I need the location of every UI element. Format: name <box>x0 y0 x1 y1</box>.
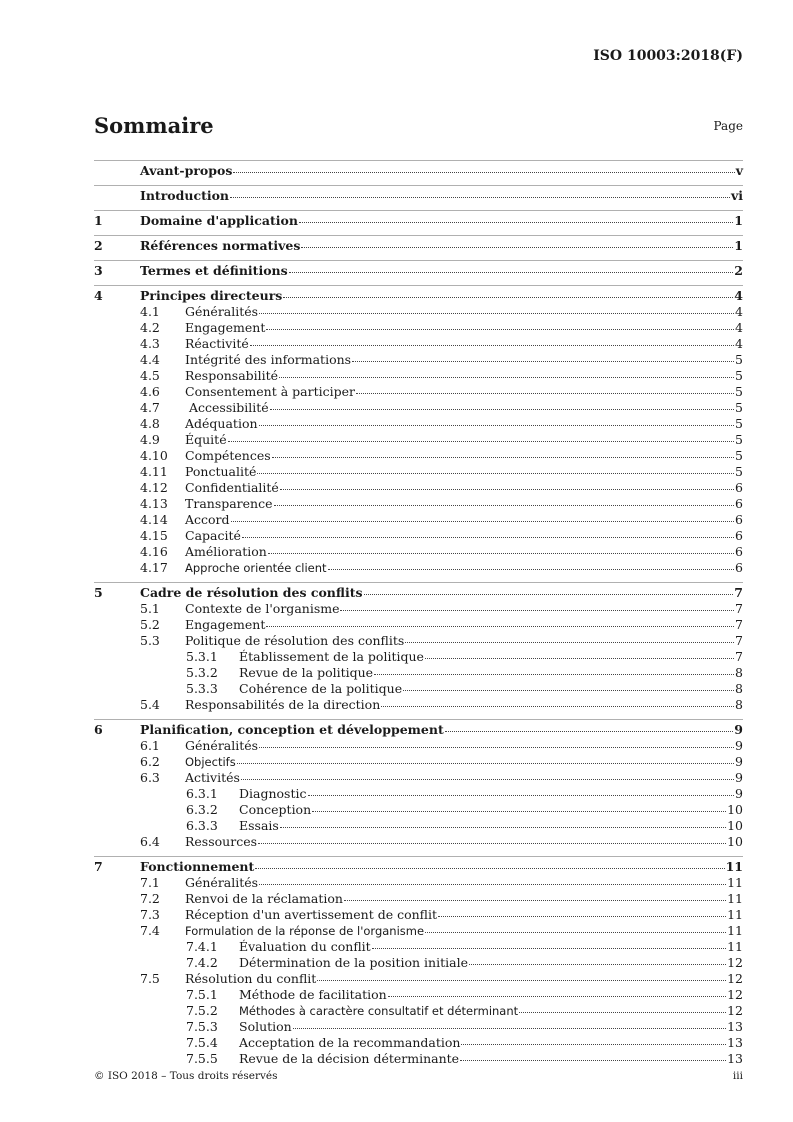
toc-dot-leader <box>259 313 734 314</box>
toc-entry[interactable] <box>94 802 743 818</box>
toc-entry-label: Généralités <box>185 304 259 319</box>
toc-entry[interactable] <box>94 987 743 1003</box>
toc-dot-leader <box>364 594 734 595</box>
toc-dot-leader <box>270 409 734 410</box>
toc-dot-leader <box>519 1012 726 1013</box>
toc-entry-page: 11 <box>727 875 743 890</box>
toc-entry-label: Méthodes à caractère consultatif et déterminant <box>239 1004 519 1018</box>
toc-entry[interactable] <box>94 1019 743 1035</box>
toc-dot-leader <box>266 626 734 627</box>
toc-entry-number: 4.14 <box>140 512 168 527</box>
toc-entry-number: 6.4 <box>140 834 160 849</box>
toc-entry-page: 12 <box>727 987 743 1002</box>
toc-entry-label: Références normatives <box>140 238 301 253</box>
toc-entry-label: Détermination de la position initiale <box>239 955 468 970</box>
toc-entry-page: 5 <box>735 352 743 367</box>
toc-entry[interactable] <box>94 285 743 304</box>
toc-entry-label: Engagement <box>185 617 266 632</box>
toc-entry-page: 6 <box>735 560 743 575</box>
toc-entry-label: Renvoi de la réclamation <box>185 891 343 906</box>
toc-entry-number: 4.2 <box>140 320 160 335</box>
toc-entry-number: 4.5 <box>140 368 160 383</box>
toc-entry-number: 7.4.2 <box>186 955 218 970</box>
toc-dot-leader <box>352 361 734 362</box>
toc-entry-page: 7 <box>735 601 743 616</box>
footer-page-number: iii <box>732 1070 743 1082</box>
toc-entry-number: 7.4 <box>140 923 160 938</box>
toc-entry-page: 8 <box>735 681 743 696</box>
toc-entry[interactable] <box>94 528 743 544</box>
toc-entry-number: 5.3 <box>140 633 160 648</box>
toc-entry-page: 4 <box>735 304 743 319</box>
toc-entry-number: 4.8 <box>140 416 160 431</box>
toc-entry[interactable] <box>94 304 743 320</box>
toc-entry[interactable] <box>94 185 743 204</box>
toc-entry-number: 4.7 <box>140 400 160 415</box>
toc-entry[interactable] <box>94 320 743 336</box>
toc-entry[interactable] <box>94 719 743 738</box>
toc-entry[interactable] <box>94 210 743 229</box>
toc-entry-page: 9 <box>734 722 743 737</box>
toc-entry-label: Confidentialité <box>185 480 279 495</box>
toc-dot-leader <box>328 569 735 570</box>
toc-dot-leader <box>250 345 734 346</box>
toc-entry-label: Fonctionnement <box>140 859 255 874</box>
toc-entry-label: Cohérence de la politique <box>239 681 403 696</box>
toc-entry-page: 10 <box>727 834 743 849</box>
toc-entry-label: Intégrité des informations <box>185 352 352 367</box>
toc-dot-leader <box>372 948 726 949</box>
toc-entry-page: 4 <box>735 336 743 351</box>
toc-dot-leader <box>228 441 734 442</box>
toc-entry-page: 12 <box>727 955 743 970</box>
toc-entry-number: 6.1 <box>140 738 160 753</box>
toc-entry-page: 7 <box>735 649 743 664</box>
toc-entry-number: 6.3.1 <box>186 786 218 801</box>
toc-entry-label: Politique de résolution des conflits <box>185 633 405 648</box>
toc-entry[interactable] <box>94 907 743 923</box>
toc-dot-leader <box>280 489 734 490</box>
toc-entry-number: 5 <box>94 585 103 600</box>
toc-entry-number: 1 <box>94 213 103 228</box>
toc-dot-leader <box>266 329 734 330</box>
toc-entry-label: Introduction <box>140 188 230 203</box>
toc-entry-page: 11 <box>727 891 743 906</box>
toc-entry-label: Cadre de résolution des conflits <box>140 585 363 600</box>
toc-entry-label: Ressources <box>185 834 258 849</box>
toc-entry-label: Résolution du conflit <box>185 971 317 986</box>
toc-entry-label: Contexte de l'organisme <box>185 601 340 616</box>
toc-entry[interactable] <box>94 336 743 352</box>
toc-entry[interactable] <box>94 875 743 891</box>
document-id: ISO 10003:2018(F) <box>593 48 743 64</box>
footer-copyright: © ISO 2018 – Tous droits réservés <box>94 1070 278 1082</box>
toc-entry[interactable] <box>94 260 743 279</box>
toc-entry-label: Responsabilités de la direction <box>185 697 381 712</box>
toc-entry-page: 4 <box>735 320 743 335</box>
toc-dot-leader <box>289 272 734 273</box>
toc-dot-leader <box>231 521 735 522</box>
toc-entry-label: Ponctualité <box>185 464 257 479</box>
toc-entry-label: Principes directeurs <box>140 288 283 303</box>
toc-entry-number: 5.4 <box>140 697 160 712</box>
toc-entry-page: 11 <box>727 923 743 938</box>
toc-dot-leader <box>374 674 734 675</box>
toc-entry-label: Réception d'un avertissement de conflit <box>185 907 438 922</box>
toc-dot-leader <box>425 658 734 659</box>
toc-entry[interactable] <box>94 617 743 633</box>
toc-entry-page: 7 <box>734 585 743 600</box>
toc-dot-leader <box>280 827 726 828</box>
toc-entry-number: 4.16 <box>140 544 168 559</box>
toc-dot-leader <box>299 222 733 223</box>
toc-entry-page: 6 <box>735 480 743 495</box>
toc-entry-number: 4 <box>94 288 103 303</box>
toc-dot-leader <box>438 916 726 917</box>
toc-entry-number: 7.5.5 <box>186 1051 218 1066</box>
toc-entry-number: 7.1 <box>140 875 160 890</box>
toc-dot-leader <box>469 964 726 965</box>
toc-dot-leader <box>274 505 735 506</box>
toc-entry-number: 6 <box>94 722 103 737</box>
toc-entry-number: 6.3.3 <box>186 818 218 833</box>
toc-entry-label: Planification, conception et développement <box>140 722 444 737</box>
toc-entry-number: 6.3 <box>140 770 160 785</box>
toc-entry-page: 10 <box>727 818 743 833</box>
toc-entry-number: 7.5.2 <box>186 1003 218 1018</box>
toc-entry-page: 13 <box>727 1035 743 1050</box>
toc-entry-page: 6 <box>735 544 743 559</box>
toc-entry-label: Équité <box>185 432 227 447</box>
toc-entry-number: 5.3.1 <box>186 649 218 664</box>
toc-entry-number: 4.17 <box>140 560 168 575</box>
toc-entry[interactable] <box>94 633 743 649</box>
toc-entry-page: 11 <box>725 859 743 874</box>
toc-entry-number: 4.4 <box>140 352 160 367</box>
toc-entry-number: 4.12 <box>140 480 168 495</box>
toc-entry-page: 9 <box>735 754 743 769</box>
toc-entry-label: Consentement à participer <box>185 384 355 399</box>
toc-dot-leader <box>403 690 734 691</box>
toc-entry-page: 13 <box>727 1051 743 1066</box>
toc-entry[interactable] <box>94 939 743 955</box>
toc-entry-label: Objectifs <box>185 755 236 769</box>
toc-entry-page: 9 <box>735 738 743 753</box>
toc-entry-label: Établissement de la politique <box>239 649 424 664</box>
toc-entry-number: 7.2 <box>140 891 160 906</box>
toc-entry-label: Solution <box>239 1019 292 1034</box>
toc-entry-label: Diagnostic <box>239 786 307 801</box>
toc-entry-label: Compétences <box>185 448 271 463</box>
toc-entry-page: vi <box>730 188 743 203</box>
toc-entry-page: 5 <box>735 448 743 463</box>
toc-dot-leader <box>293 1028 726 1029</box>
toc-entry-label: Transparence <box>185 496 273 511</box>
toc-entry-number: 7.5.3 <box>186 1019 218 1034</box>
toc-entry-number: 4.3 <box>140 336 160 351</box>
toc-entry-label: Amélioration <box>185 544 267 559</box>
toc-entry[interactable] <box>94 400 743 416</box>
toc-entry[interactable] <box>94 464 743 480</box>
toc-entry[interactable] <box>94 834 743 850</box>
toc-entry[interactable] <box>94 738 743 754</box>
toc-entry-page: 8 <box>735 665 743 680</box>
toc-entry[interactable] <box>94 955 743 971</box>
toc-entry-page: 13 <box>727 1019 743 1034</box>
toc-dot-leader <box>425 932 726 933</box>
toc-entry[interactable] <box>94 235 743 254</box>
toc-entry-label: Domaine d'application <box>140 213 298 228</box>
toc-entry-label: Conception <box>239 802 312 817</box>
toc-dot-leader <box>388 996 726 997</box>
toc-entry-label: Approche orientée client <box>185 561 327 575</box>
toc-dot-leader <box>259 747 734 748</box>
toc-entry-page: 1 <box>734 238 743 253</box>
toc-entry-label: Engagement <box>185 320 266 335</box>
toc-entry[interactable] <box>94 856 743 875</box>
toc-entry[interactable] <box>94 1003 743 1019</box>
toc-dot-leader <box>279 377 734 378</box>
toc-entry-number: 2 <box>94 238 103 253</box>
toc-entry-label: Activités <box>185 770 240 785</box>
toc-entry-number: 4.11 <box>140 464 168 479</box>
toc-dot-leader <box>237 763 734 764</box>
toc-dot-leader <box>461 1044 726 1045</box>
toc-dot-leader <box>460 1060 726 1061</box>
toc-dot-leader <box>381 706 734 707</box>
toc-dot-leader <box>257 473 734 474</box>
toc-entry-number: 6.2 <box>140 754 160 769</box>
toc-entry-page: 8 <box>735 697 743 712</box>
toc-entry[interactable] <box>94 1035 743 1051</box>
toc-entry-label: Acceptation de la recommandation <box>239 1035 461 1050</box>
toc-entry[interactable] <box>94 891 743 907</box>
toc-dot-leader <box>242 537 734 538</box>
toc-entry-number: 4.10 <box>140 448 168 463</box>
toc-entry-number: 7.3 <box>140 907 160 922</box>
toc-dot-leader <box>340 610 734 611</box>
toc-dot-leader <box>259 425 735 426</box>
toc-entry-label: Adéquation <box>185 416 258 431</box>
toc-entry-label: Revue de la décision déterminante <box>239 1051 460 1066</box>
toc-entry-number: 7.5 <box>140 971 160 986</box>
toc-dot-leader <box>259 884 726 885</box>
toc-dot-leader <box>405 642 734 643</box>
toc-entry[interactable] <box>94 512 743 528</box>
toc-entry[interactable] <box>94 754 743 770</box>
toc-entry-page: 6 <box>735 528 743 543</box>
toc-entry-label: Formulation de la réponse de l'organisme <box>185 924 425 938</box>
toc-entry-number: 6.3.2 <box>186 802 218 817</box>
toc-dot-leader <box>255 868 724 869</box>
toc-entry-page: 10 <box>727 802 743 817</box>
toc-entry[interactable] <box>94 649 743 665</box>
toc-entry-label: Méthode de facilitation <box>239 987 387 1002</box>
toc-dot-leader <box>344 900 726 901</box>
toc-dot-leader <box>317 980 726 981</box>
toc-dot-leader <box>301 247 733 248</box>
toc-entry-page: 5 <box>735 416 743 431</box>
toc-entry[interactable] <box>94 368 743 384</box>
toc-entry-page: 11 <box>727 939 743 954</box>
toc-dot-leader <box>283 297 733 298</box>
toc-entry-page: 6 <box>735 512 743 527</box>
toc-entry-label: Capacité <box>185 528 241 543</box>
page-title: Sommaire <box>94 113 214 138</box>
toc-entry[interactable] <box>94 786 743 802</box>
toc-entry-page: 5 <box>735 464 743 479</box>
toc-entry-number: 5.3.2 <box>186 665 218 680</box>
toc-entry[interactable] <box>94 544 743 560</box>
toc-entry-number: 4.13 <box>140 496 168 511</box>
toc-entry-page: 5 <box>735 368 743 383</box>
toc-dot-leader <box>356 393 734 394</box>
toc-entry-number: 4.1 <box>140 304 160 319</box>
toc-entry-page: 1 <box>734 213 743 228</box>
page-column-label: Page <box>713 119 743 133</box>
toc-entry-page: 9 <box>735 770 743 785</box>
toc-entry[interactable] <box>94 665 743 681</box>
toc-entry-number: 4.6 <box>140 384 160 399</box>
toc-entry-number: 7.5.1 <box>186 987 218 1002</box>
toc-dot-leader <box>272 457 734 458</box>
toc-entry[interactable] <box>94 432 743 448</box>
toc-entry-page: 5 <box>735 432 743 447</box>
toc-entry-label: Revue de la politique <box>239 665 374 680</box>
toc-entry-page: v <box>735 163 743 178</box>
toc-entry[interactable] <box>94 681 743 697</box>
toc-entry-label: Évaluation du conflit <box>239 939 371 954</box>
toc-entry-label: Généralités <box>185 738 259 753</box>
toc-entry[interactable] <box>94 1051 743 1067</box>
toc-dot-leader <box>230 197 730 198</box>
toc-entry[interactable] <box>94 416 743 432</box>
toc-entry-page: 7 <box>735 633 743 648</box>
toc-dot-leader <box>308 795 735 796</box>
toc-entry-page: 9 <box>735 786 743 801</box>
toc-entry-number: 5.1 <box>140 601 160 616</box>
toc-entry[interactable] <box>94 697 743 713</box>
toc-entry-number: 5.2 <box>140 617 160 632</box>
toc-entry-number: 7.5.4 <box>186 1035 218 1050</box>
toc-entry-page: 5 <box>735 400 743 415</box>
toc-entry[interactable] <box>94 448 743 464</box>
toc-entry[interactable] <box>94 601 743 617</box>
toc-entry-number: 7 <box>94 859 103 874</box>
toc-entry[interactable] <box>94 496 743 512</box>
toc-entry-page: 12 <box>727 1003 743 1018</box>
toc-entry[interactable] <box>94 352 743 368</box>
toc-entry-label: Accord <box>185 512 230 527</box>
toc-entry[interactable] <box>94 480 743 496</box>
toc-entry-number: 7.4.1 <box>186 939 218 954</box>
toc-entry[interactable] <box>94 923 743 939</box>
toc-entry[interactable] <box>94 560 743 576</box>
toc-entry-label: Avant-propos <box>140 163 233 178</box>
toc-dot-leader <box>312 811 726 812</box>
toc-entry[interactable] <box>94 582 743 601</box>
toc-entry[interactable] <box>94 818 743 834</box>
toc-entry-page: 7 <box>735 617 743 632</box>
toc-entry-number: 4.15 <box>140 528 168 543</box>
toc-entry[interactable] <box>94 384 743 400</box>
toc-entry-number: 4.9 <box>140 432 160 447</box>
toc-dot-leader <box>233 172 734 173</box>
toc-dot-leader <box>445 731 734 732</box>
toc-entry-page: 12 <box>727 971 743 986</box>
toc-dot-leader <box>241 779 734 780</box>
table-of-contents <box>94 154 743 1067</box>
toc-entry-page: 2 <box>734 263 743 278</box>
toc-entry-label: Responsabilité <box>185 368 279 383</box>
toc-entry-number: 5.3.3 <box>186 681 218 696</box>
toc-dot-leader <box>268 553 734 554</box>
toc-dot-leader <box>258 843 726 844</box>
toc-entry-page: 4 <box>734 288 743 303</box>
toc-entry[interactable] <box>94 971 743 987</box>
toc-entry[interactable] <box>94 160 743 179</box>
toc-entry-label: Réactivité <box>185 336 249 351</box>
toc-entry[interactable] <box>94 770 743 786</box>
toc-entry-label: Généralités <box>185 875 259 890</box>
toc-entry-label: Essais <box>239 818 279 833</box>
toc-entry-label: Termes et définitions <box>140 263 288 278</box>
toc-entry-page: 5 <box>735 384 743 399</box>
toc-entry-number: 3 <box>94 263 103 278</box>
toc-entry-page: 11 <box>727 907 743 922</box>
toc-entry-label: Accessibilité <box>185 400 269 415</box>
toc-entry-page: 6 <box>735 496 743 511</box>
